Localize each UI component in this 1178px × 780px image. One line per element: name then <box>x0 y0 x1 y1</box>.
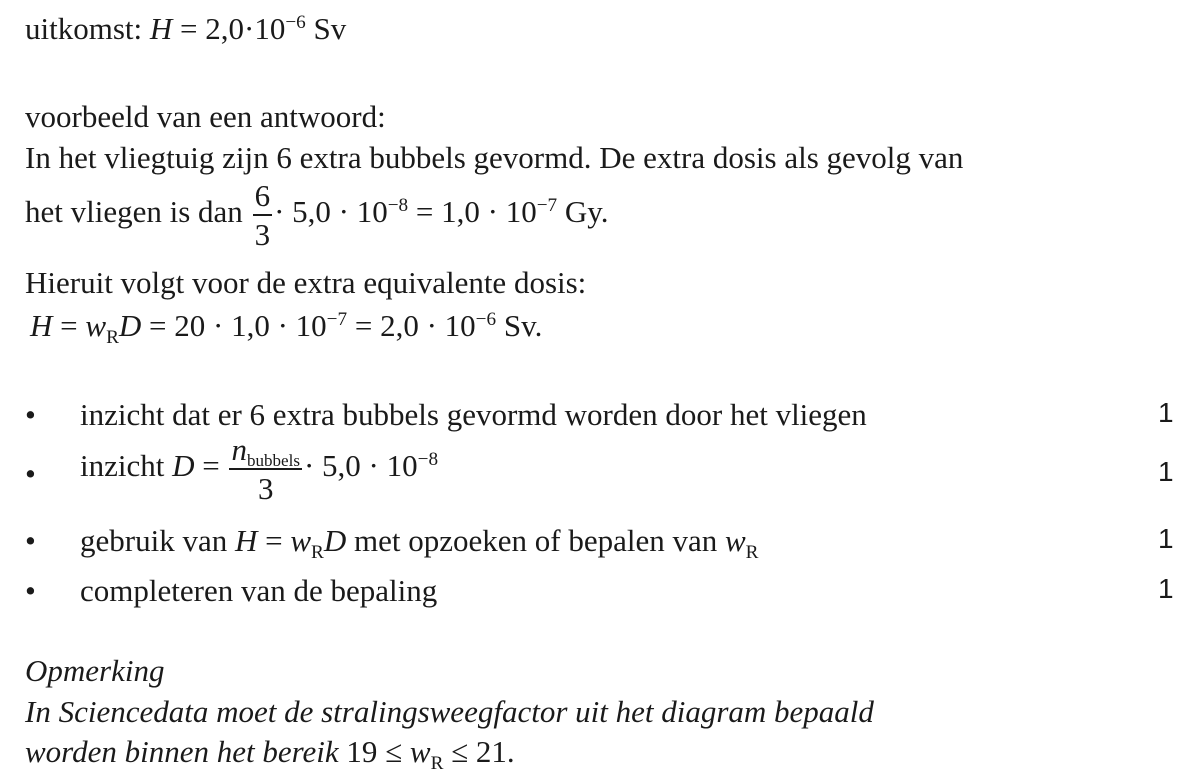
criterion-2-score: 1 <box>1158 456 1174 487</box>
line-4-exp-1: −7 <box>326 309 348 331</box>
outcome-label: uitkomst: <box>25 11 143 46</box>
criterion-3-prefix: gebruik van <box>80 523 228 558</box>
criterion-1-score: 1 <box>1158 397 1174 428</box>
criterion-3-H: H <box>234 523 258 558</box>
criterion-2-fraction <box>229 434 301 504</box>
criterion-2-eq: = <box>194 447 228 483</box>
remark-math-b: ≤ 21. <box>443 734 515 769</box>
line-4-rest: = 20 · 1,0 · 10 <box>141 308 327 343</box>
line-4-exp-2: −6 <box>475 309 497 331</box>
line-4-eq: = <box>52 308 86 343</box>
remark-sub: R <box>430 752 444 774</box>
remark-line-2-prefix: worden binnen het bereik <box>25 734 339 769</box>
example-line-2-unit: Gy. <box>564 193 609 229</box>
outcome-eq: = 2,0·10 <box>180 11 286 46</box>
fraction-numerator: 6 <box>254 178 271 213</box>
criterion-2-exp: −8 <box>417 449 439 471</box>
criterion-2-D: D <box>172 447 195 483</box>
line-4-rest-2: = 2,0 · 10 <box>347 308 476 343</box>
line-4-unit: Sv. <box>503 308 543 343</box>
example-line-2 <box>25 180 609 250</box>
bullet-dot: • <box>25 523 36 558</box>
criterion-2-rest: · 5,0 · 10 <box>303 447 418 483</box>
example-line-2-exp-a: −8 <box>387 195 409 217</box>
line-4-D: D <box>118 308 142 343</box>
outcome-exp: −6 <box>285 12 306 34</box>
example-line-2-exp-b: −7 <box>536 195 558 217</box>
fraction-denominator: 3 <box>254 216 271 252</box>
criterion-3-D: D <box>323 523 347 558</box>
example-line-4 <box>30 308 543 348</box>
criterion-3-middle: met opzoeken of bepalen van <box>353 523 718 558</box>
remark-title: Opmerking <box>25 653 165 688</box>
criterion-3-eq: = <box>257 523 291 558</box>
line-4-H: H <box>30 308 53 343</box>
criterion-3-w2: w <box>724 523 746 558</box>
example-line-2-b: = 1,0 · 10 <box>408 193 537 229</box>
remark-line-2 <box>25 734 515 774</box>
outcome-var: H <box>149 11 173 46</box>
criterion-3-sub: R <box>311 541 324 563</box>
bullet-dot: • <box>25 397 36 432</box>
criterion-4-score: 1 <box>1158 573 1174 604</box>
criterion-1-text: inzicht dat er 6 extra bubbels gevormd worden door het vliegen <box>80 397 867 432</box>
bullet-dot: • <box>25 456 36 491</box>
line-4-w: w <box>85 308 107 343</box>
example-line-1: In het vliegtuig zijn 6 extra bubbels gevormd. De extra dosis als gevolg van <box>25 140 964 175</box>
example-line-2-prefix: het vliegen is dan <box>25 193 243 229</box>
example-heading: voorbeeld van een antwoord: <box>25 99 386 134</box>
remark-math-a: 19 ≤ <box>338 734 410 769</box>
criterion-2-text <box>80 434 438 504</box>
criterion-2-prefix: inzicht <box>80 447 165 483</box>
criterion-2-denominator: 3 <box>257 470 274 506</box>
remark-line-1: In Sciencedata moet de stralingsweegfactor uit het diagram bepaald <box>25 694 874 729</box>
criterion-3-text <box>80 523 759 563</box>
outcome-line <box>25 13 346 44</box>
example-fraction <box>253 180 273 250</box>
criterion-2-numerator: nbubbels <box>231 432 300 470</box>
criterion-4-text: completeren van de bepaling <box>80 573 438 608</box>
remark-w: w <box>409 734 431 769</box>
example-line-2-a: · 5,0 · 10 <box>274 193 388 229</box>
criterion-3-w: w <box>290 523 312 558</box>
bullet-dot: • <box>25 573 36 608</box>
line-4-sub: R <box>106 326 119 348</box>
criterion-3-score: 1 <box>1158 523 1174 554</box>
example-line-3: Hieruit volgt voor de extra equivalente dosis: <box>25 265 587 300</box>
criterion-3-sub2: R <box>745 541 759 563</box>
outcome-unit: Sv <box>313 11 347 46</box>
